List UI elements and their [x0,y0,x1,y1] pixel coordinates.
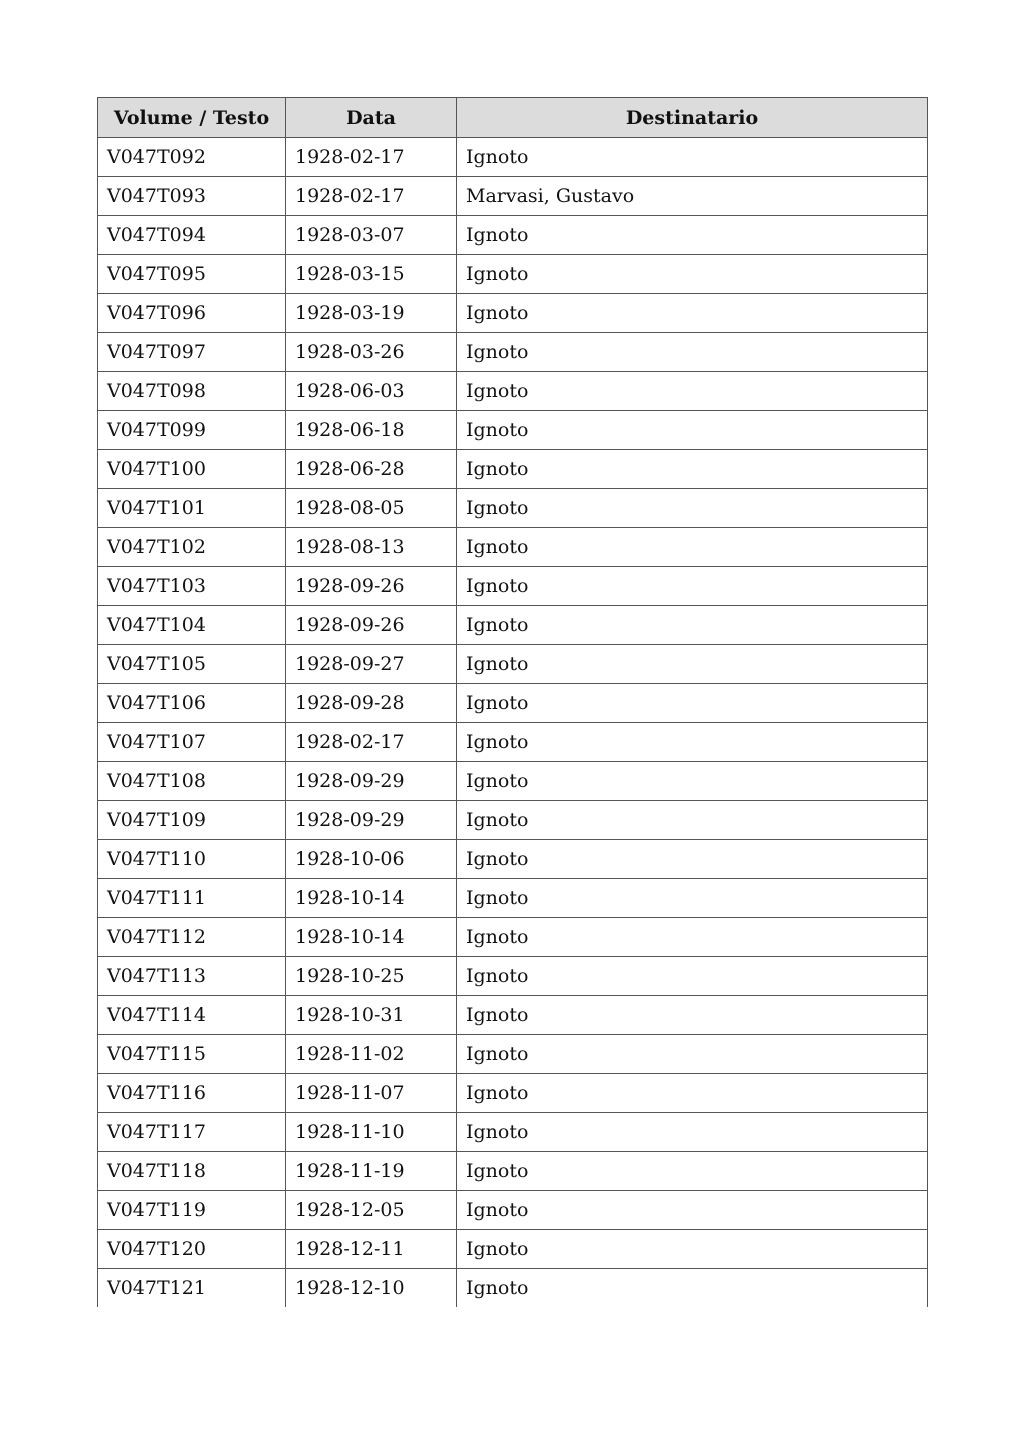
cell-volume-testo: V047T107 [98,723,286,762]
header-volume-testo: Volume / Testo [98,98,286,138]
cell-data: 1928-03-07 [286,216,457,255]
table-row [98,255,928,294]
table-row [98,606,928,645]
table-row [98,1113,928,1152]
cell-destinatario: Ignoto [457,606,928,645]
cell-destinatario: Ignoto [457,1152,928,1191]
cell-volume-testo: V047T094 [98,216,286,255]
cell-destinatario: Ignoto [457,138,928,177]
cell-destinatario: Ignoto [457,567,928,606]
cell-data: 1928-06-18 [286,411,457,450]
cell-volume-testo: V047T111 [98,879,286,918]
cell-volume-testo: V047T120 [98,1230,286,1269]
cell-destinatario: Ignoto [457,1230,928,1269]
cell-data: 1928-09-27 [286,645,457,684]
cell-data: 1928-10-25 [286,957,457,996]
table-row [98,957,928,996]
cell-destinatario: Ignoto [457,723,928,762]
cell-volume-testo: V047T096 [98,294,286,333]
cell-destinatario: Ignoto [457,1074,928,1113]
cell-volume-testo: V047T118 [98,1152,286,1191]
cell-data: 1928-12-05 [286,1191,457,1230]
table-body [98,138,928,1308]
cell-volume-testo: V047T097 [98,333,286,372]
cell-data: 1928-08-13 [286,528,457,567]
cell-data: 1928-10-06 [286,840,457,879]
cell-destinatario: Marvasi, Gustavo [457,177,928,216]
table-row [98,450,928,489]
cell-data: 1928-12-10 [286,1269,457,1308]
cell-data: 1928-03-19 [286,294,457,333]
cell-volume-testo: V047T108 [98,762,286,801]
cell-data: 1928-02-17 [286,177,457,216]
cell-destinatario: Ignoto [457,489,928,528]
table-row [98,177,928,216]
cell-volume-testo: V047T112 [98,918,286,957]
table-row [98,801,928,840]
cell-volume-testo: V047T101 [98,489,286,528]
cell-volume-testo: V047T114 [98,996,286,1035]
table-row [98,1152,928,1191]
cell-destinatario: Ignoto [457,996,928,1035]
cell-volume-testo: V047T104 [98,606,286,645]
table-row [98,567,928,606]
cell-volume-testo: V047T117 [98,1113,286,1152]
cell-data: 1928-11-19 [286,1152,457,1191]
cell-volume-testo: V047T098 [98,372,286,411]
cell-data: 1928-09-26 [286,606,457,645]
table-row [98,1074,928,1113]
cell-volume-testo: V047T099 [98,411,286,450]
document-table-container [97,97,927,1307]
cell-volume-testo: V047T116 [98,1074,286,1113]
cell-volume-testo: V047T100 [98,450,286,489]
cell-volume-testo: V047T119 [98,1191,286,1230]
cell-data: 1928-06-28 [286,450,457,489]
cell-volume-testo: V047T093 [98,177,286,216]
cell-destinatario: Ignoto [457,645,928,684]
table-row [98,372,928,411]
cell-volume-testo: V047T110 [98,840,286,879]
cell-data: 1928-11-02 [286,1035,457,1074]
table-row [98,1035,928,1074]
cell-data: 1928-03-15 [286,255,457,294]
cell-destinatario: Ignoto [457,450,928,489]
table-row [98,645,928,684]
cell-volume-testo: V047T113 [98,957,286,996]
table-row [98,294,928,333]
cell-data: 1928-09-29 [286,762,457,801]
cell-volume-testo: V047T109 [98,801,286,840]
cell-destinatario: Ignoto [457,1113,928,1152]
cell-destinatario: Ignoto [457,216,928,255]
cell-data: 1928-03-26 [286,333,457,372]
table-row [98,411,928,450]
cell-volume-testo: V047T095 [98,255,286,294]
cell-data: 1928-10-31 [286,996,457,1035]
cell-destinatario: Ignoto [457,879,928,918]
cell-destinatario: Ignoto [457,840,928,879]
cell-destinatario: Ignoto [457,918,928,957]
cell-volume-testo: V047T092 [98,138,286,177]
cell-volume-testo: V047T121 [98,1269,286,1308]
header-row [98,98,928,138]
cell-data: 1928-02-17 [286,723,457,762]
cell-destinatario: Ignoto [457,294,928,333]
cell-data: 1928-09-26 [286,567,457,606]
table-row [98,1230,928,1269]
table-header [98,98,928,138]
cell-destinatario: Ignoto [457,801,928,840]
cell-data: 1928-11-10 [286,1113,457,1152]
table-row [98,762,928,801]
cell-data: 1928-09-28 [286,684,457,723]
table-row [98,216,928,255]
table-row [98,996,928,1035]
header-data: Data [286,98,457,138]
cell-destinatario: Ignoto [457,411,928,450]
table-row [98,489,928,528]
table-row [98,138,928,177]
cell-destinatario: Ignoto [457,1035,928,1074]
table-row [98,684,928,723]
table-row [98,918,928,957]
cell-volume-testo: V047T115 [98,1035,286,1074]
cell-destinatario: Ignoto [457,684,928,723]
cell-data: 1928-09-29 [286,801,457,840]
cell-destinatario: Ignoto [457,762,928,801]
cell-destinatario: Ignoto [457,1269,928,1308]
table-row [98,528,928,567]
cell-destinatario: Ignoto [457,372,928,411]
cell-volume-testo: V047T102 [98,528,286,567]
cell-data: 1928-12-11 [286,1230,457,1269]
cell-destinatario: Ignoto [457,528,928,567]
cell-data: 1928-10-14 [286,879,457,918]
cell-data: 1928-02-17 [286,138,457,177]
cell-destinatario: Ignoto [457,1191,928,1230]
cell-destinatario: Ignoto [457,255,928,294]
table-row [98,1191,928,1230]
table-row [98,333,928,372]
cell-volume-testo: V047T105 [98,645,286,684]
cell-data: 1928-08-05 [286,489,457,528]
cell-volume-testo: V047T106 [98,684,286,723]
cell-data: 1928-06-03 [286,372,457,411]
cell-destinatario: Ignoto [457,957,928,996]
table-row [98,879,928,918]
cell-data: 1928-10-14 [286,918,457,957]
cell-data: 1928-11-07 [286,1074,457,1113]
cell-destinatario: Ignoto [457,333,928,372]
cell-volume-testo: V047T103 [98,567,286,606]
header-destinatario: Destinatario [457,98,928,138]
table-row [98,723,928,762]
letters-table [97,97,928,1307]
table-row [98,1269,928,1308]
table-row [98,840,928,879]
